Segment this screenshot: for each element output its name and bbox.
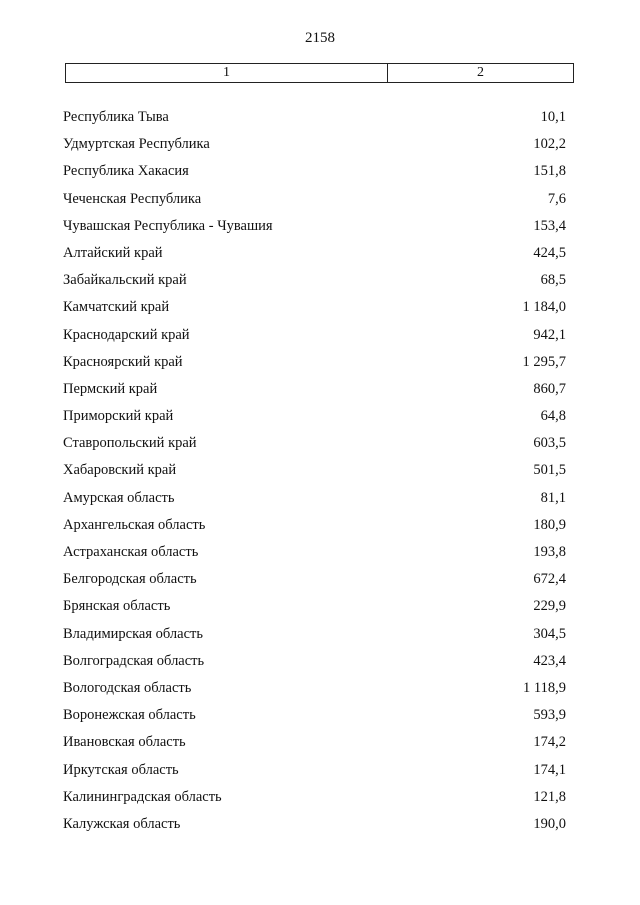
table-row	[0, 814, 640, 841]
table-row	[0, 161, 640, 188]
region-value: 121,8	[533, 788, 566, 805]
region-value: 193,8	[533, 544, 566, 560]
table-row	[0, 270, 640, 297]
region-value: 501,5	[533, 462, 566, 479]
region-value: 180,9	[533, 516, 566, 533]
region-name: Республика Хакасия	[63, 163, 189, 180]
region-name: Пермский край	[63, 380, 158, 397]
table-row	[0, 651, 640, 678]
region-name: Чеченская Республика	[63, 190, 202, 207]
region-name: Калужская область	[63, 815, 181, 832]
table-row	[0, 243, 640, 270]
region-value: 304,5	[533, 625, 566, 642]
table-row	[0, 352, 640, 379]
table-row	[0, 705, 640, 732]
table-header	[65, 63, 574, 83]
region-name: Волгоградская область	[63, 652, 205, 669]
region-name: Красноярский край	[63, 353, 183, 370]
table-row	[0, 107, 640, 134]
region-value: 102,2	[533, 136, 566, 153]
region-name: Архангельская область	[63, 516, 206, 533]
region-value: 603,5	[533, 435, 566, 452]
page-number: 2158	[305, 30, 335, 46]
region-value: 593,9	[533, 707, 566, 724]
region-name: Удмуртская Республика	[63, 136, 210, 153]
region-name: Краснодарский край	[63, 326, 190, 343]
region-value: 229,9	[533, 598, 566, 615]
region-value: 190,0	[533, 815, 566, 832]
table-row	[0, 624, 640, 651]
region-name: Амурская область	[63, 489, 175, 506]
table-row	[0, 297, 640, 324]
region-name: Калининградская область	[63, 788, 222, 805]
table-row	[0, 732, 640, 759]
table-body	[0, 107, 640, 841]
region-name: Воронежская область	[63, 707, 196, 724]
region-value: 151,8	[533, 163, 566, 180]
region-name: Вологодская область	[63, 679, 192, 696]
table-row	[0, 596, 640, 623]
region-value: 64,8	[540, 408, 566, 425]
table-row	[0, 542, 640, 569]
table-row	[0, 569, 640, 596]
table-row	[0, 189, 640, 216]
region-name: Брянская область	[63, 598, 171, 615]
region-value: 1 118,9	[523, 679, 566, 696]
column-header-2: 2	[477, 65, 484, 80]
region-name: Республика Тыва	[63, 109, 169, 125]
table-row	[0, 406, 640, 433]
region-name: Хабаровский край	[63, 462, 177, 479]
region-name: Ставропольский край	[63, 435, 197, 452]
region-value: 942,1	[533, 326, 566, 343]
table-row	[0, 515, 640, 542]
region-name: Забайкальский край	[63, 272, 187, 289]
table-row	[0, 678, 640, 705]
table-row	[0, 787, 640, 814]
region-name: Алтайский край	[63, 244, 163, 261]
table-row	[0, 488, 640, 515]
region-value: 7,6	[547, 190, 566, 207]
region-name: Ивановская область	[63, 734, 186, 751]
region-name: Приморский край	[63, 408, 174, 425]
table-row	[0, 216, 640, 243]
table-row	[0, 760, 640, 787]
table-row	[0, 433, 640, 460]
region-value: 672,4	[533, 571, 566, 588]
region-value: 174,1	[533, 761, 566, 778]
region-name: Владимирская область	[63, 625, 203, 642]
region-value: 68,5	[540, 272, 566, 289]
region-name: Камчатский край	[63, 299, 170, 316]
region-value: 174,2	[533, 734, 566, 751]
region-name: Чувашская Республика - Чувашия	[63, 217, 273, 234]
column-header-1: 1	[66, 64, 388, 82]
region-value: 81,1	[540, 489, 566, 506]
table-row	[0, 325, 640, 352]
table-row	[0, 379, 640, 406]
region-value: 423,4	[533, 652, 566, 669]
region-name: Астраханская область	[63, 544, 199, 560]
region-value: 424,5	[533, 244, 566, 261]
region-value: 860,7	[533, 380, 566, 397]
region-value: 1 295,7	[522, 353, 566, 370]
region-value: 153,4	[533, 217, 566, 234]
table-row	[0, 134, 640, 161]
region-name: Белгородская область	[63, 571, 197, 588]
region-value: 10,1	[540, 109, 566, 125]
table-row	[0, 460, 640, 487]
region-value: 1 184,0	[522, 299, 566, 316]
region-name: Иркутская область	[63, 761, 179, 778]
